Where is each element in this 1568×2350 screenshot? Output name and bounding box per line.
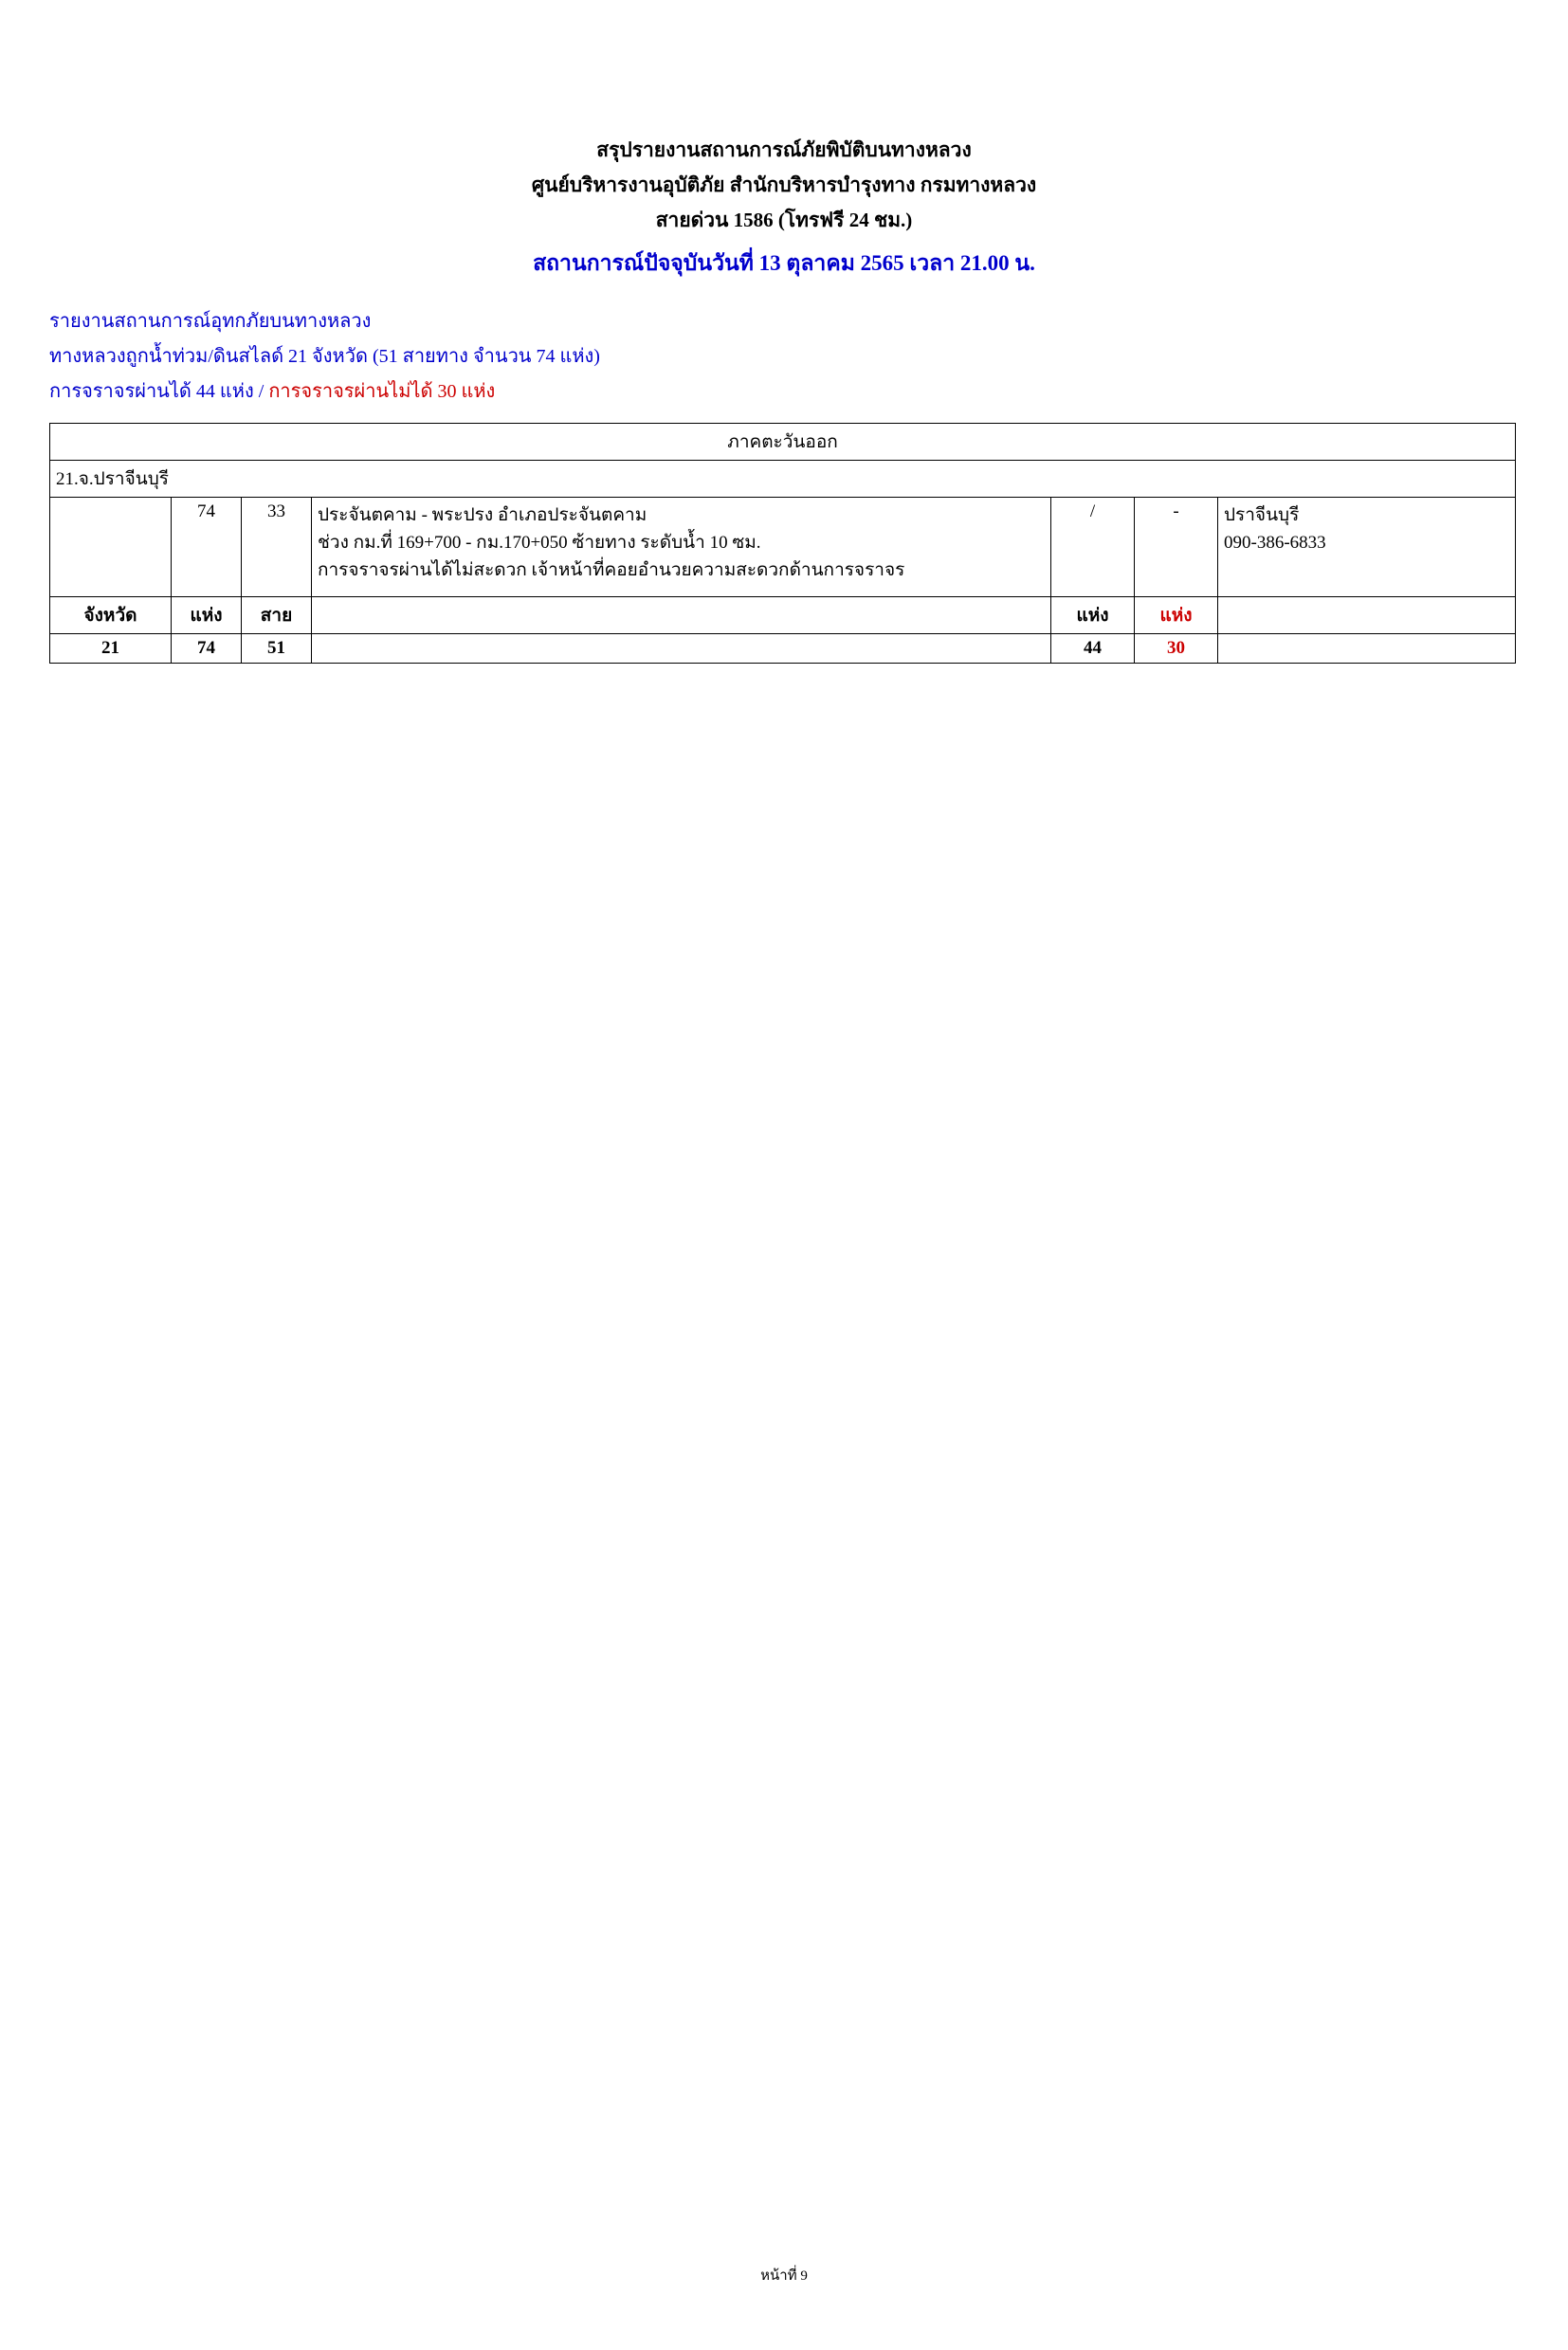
summary-header-passable: แห่ง [1051,596,1135,633]
summary-value-routes: 51 [242,633,312,663]
table-summary-values-row [50,633,1516,663]
summary-value-impassable: 30 [1135,633,1218,663]
cell-index [50,497,172,596]
intro-report-title: รายงานสถานการณ์อุทกภัยบนทางหลวง [49,310,372,332]
detail-location: ประจันตคาม - พระปรง อำเภอประจันตคาม [318,504,647,525]
header-hotline-line: สายด่วน 1586 (โทรฟรี 24 ชม.) [655,208,913,231]
document-header [0,133,1568,283]
detail-traffic-status: การจราจรผ่านได้ไม่สะดวก เจ้าหน้าที่คอยอำนวยความสะดวกด้านการจราจร [318,560,905,581]
summary-value-passable: 44 [1051,633,1135,663]
detail-kilometer: ช่วง กม.ที่ 169+700 - กม.170+050 ซ้ายทาง ระดับน้ำ 10 ซม. [318,532,761,553]
contact-phone: 090-386-6833 [1224,532,1326,553]
region-label: ภาคตะวันออก [50,423,1516,460]
table-row [50,497,1516,596]
header-situation-datetime: สถานการณ์ปัจจุบันวันที่ 13 ตุลาคม 2565 เวลา 21.00 น. [533,251,1035,276]
page-footer [0,2264,1568,2286]
summary-header-routes: สาย [242,596,312,633]
cell-impassable-mark: - [1135,497,1218,596]
summary-header-impassable: แห่ง [1135,596,1218,633]
summary-header-blank [312,596,1051,633]
cell-detail [312,497,1051,596]
document-page [0,133,1568,2350]
cell-contact [1218,497,1516,596]
intro-traffic-impassable: การจราจรผ่านไม่ได้ 30 แห่ง [268,380,496,402]
intro-traffic-passable: การจราจรผ่านได้ 44 แห่ง / [49,380,269,402]
situation-table [49,423,1516,664]
cell-places-count: 74 [172,497,242,596]
summary-value-contact [1218,633,1516,663]
summary-value-places: 74 [172,633,242,663]
header-title-line-2: ศูนย์บริหารงานอุบัติภัย สำนักบริหารบำรุงทาง กรมทางหลวง [531,173,1037,196]
province-label: 21.จ.ปราจีนบุรี [50,460,1516,497]
table-province-row [50,460,1516,497]
summary-header-contact [1218,596,1516,633]
summary-value-blank [312,633,1051,663]
intro-block [49,304,1568,410]
intro-flood-summary: ทางหลวงถูกน้ำท่วม/ดินสไลด์ 21 จังหวัด (51 สายทาง จำนวน 74 แห่ง) [49,345,600,367]
summary-value-provinces: 21 [50,633,172,663]
table-summary-header-row [50,596,1516,633]
table-region-row [50,423,1516,460]
summary-header-provinces: จังหวัด [50,596,172,633]
cell-route-number: 33 [242,497,312,596]
contact-name: ปราจีนบุรี [1224,504,1300,525]
header-title-line-1: สรุปรายงานสถานการณ์ภัยพิบัติบนทางหลวง [596,138,972,161]
cell-passable-mark: / [1051,497,1135,596]
intro-traffic-summary [49,374,1568,410]
page-number: หน้าที่ 9 [760,2268,808,2284]
summary-header-places: แห่ง [172,596,242,633]
